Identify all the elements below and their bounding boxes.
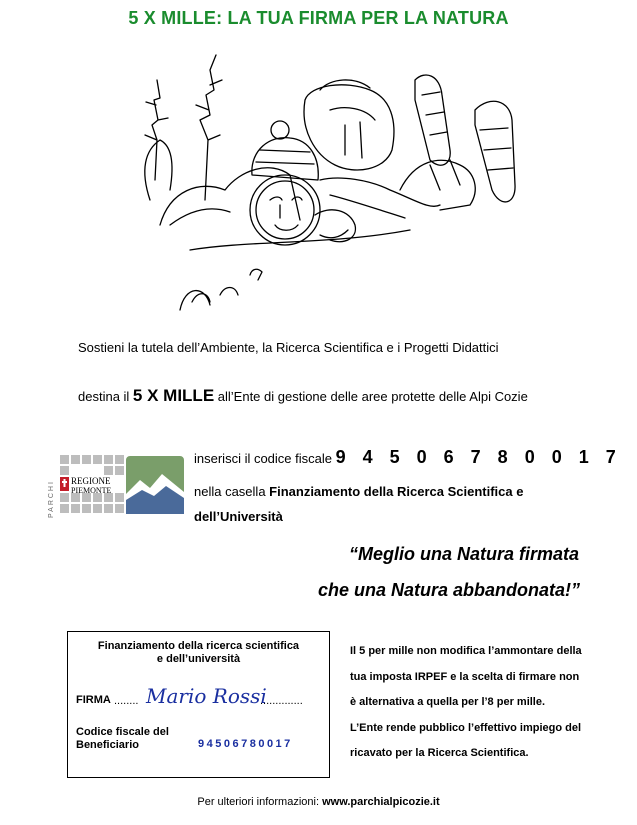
info-line: L’Ente rende pubblico l’effettivo impiego del xyxy=(350,721,582,734)
info-line: Il 5 per mille non modifica l’ammontare della xyxy=(350,645,582,657)
form-title-line1: Finanziamento della ricerca scientifica xyxy=(97,640,300,652)
footer-label: Per ulteriori informazioni: xyxy=(197,796,323,808)
info-line: è alternativa a quella per l’8 per mille. xyxy=(350,696,546,708)
regione-line1: REGIONE xyxy=(71,476,111,486)
regione-line2: PIEMONTE xyxy=(71,486,112,495)
pompom xyxy=(271,121,289,139)
info-column xyxy=(350,639,600,767)
tree-left xyxy=(145,80,168,180)
intro-text: Sostieni la tutela dell’Ambiente, la Ricerca Scientifica e i Progetti Didattici xyxy=(78,340,499,355)
casella-prefix: nella casella xyxy=(194,484,270,499)
cf-value: 94506780017 xyxy=(198,738,293,750)
critter xyxy=(180,288,238,311)
codice-fiscale-line xyxy=(194,447,622,468)
snowshoe-left xyxy=(415,75,450,165)
regione-logo-text xyxy=(71,477,111,495)
hiker-illustration xyxy=(130,40,530,320)
quote-line2: che una Natura abbandonata!” xyxy=(318,580,581,600)
destina-prefix: destina il xyxy=(78,389,133,404)
magnifier-lens xyxy=(250,175,320,245)
casella-bold1: Finanziamento della Ricerca Scientifica e xyxy=(269,484,524,499)
footer xyxy=(0,796,637,808)
firma-dots-right: .............. xyxy=(260,695,303,707)
info-line: ricavato per la Ricerca Scientifica. xyxy=(350,747,529,759)
beanie xyxy=(252,138,318,180)
cf-label xyxy=(76,726,186,752)
backpack xyxy=(304,85,394,170)
form-title xyxy=(68,640,329,666)
firma-dots-left: ........ xyxy=(114,695,139,707)
info-line: tua imposta IRPEF e la scelta di firmare non xyxy=(350,670,580,683)
cf-label-line2: Beneficiario xyxy=(76,739,139,751)
parchi-vertical-label: PARCHI xyxy=(48,480,55,518)
casella-line xyxy=(194,484,523,499)
codice-fiscale-value: 9 4 5 0 6 7 8 0 0 1 7 xyxy=(335,447,622,467)
snowshoe-right xyxy=(475,101,515,202)
destina-suffix: all’Ente di gestione delle aree protette delle Alpi Cozie xyxy=(214,389,528,404)
firma-label: FIRMA xyxy=(76,694,111,706)
tree-tall xyxy=(196,55,222,200)
page-title: 5 X MILLE: LA TUA FIRMA PER LA NATURA xyxy=(128,8,509,28)
form-title-line2: e dell’università xyxy=(156,653,241,665)
signature: Mario Rossi xyxy=(146,684,267,708)
rocks xyxy=(160,168,300,225)
cf-label-line1: Codice fiscale del xyxy=(76,726,169,738)
alpi-cozie-park-logo xyxy=(126,456,184,514)
codice-prefix: inserisci il codice fiscale xyxy=(194,451,336,466)
quote-line1: “Meglio una Natura firmata xyxy=(349,544,580,564)
destina-text xyxy=(78,386,528,406)
example-form-box xyxy=(67,631,330,778)
destina-highlight: 5 X MILLE xyxy=(132,386,215,405)
footer-url[interactable]: www.parchialpicozie.it xyxy=(322,796,440,808)
casella-bold2: dell’Università xyxy=(194,509,283,524)
